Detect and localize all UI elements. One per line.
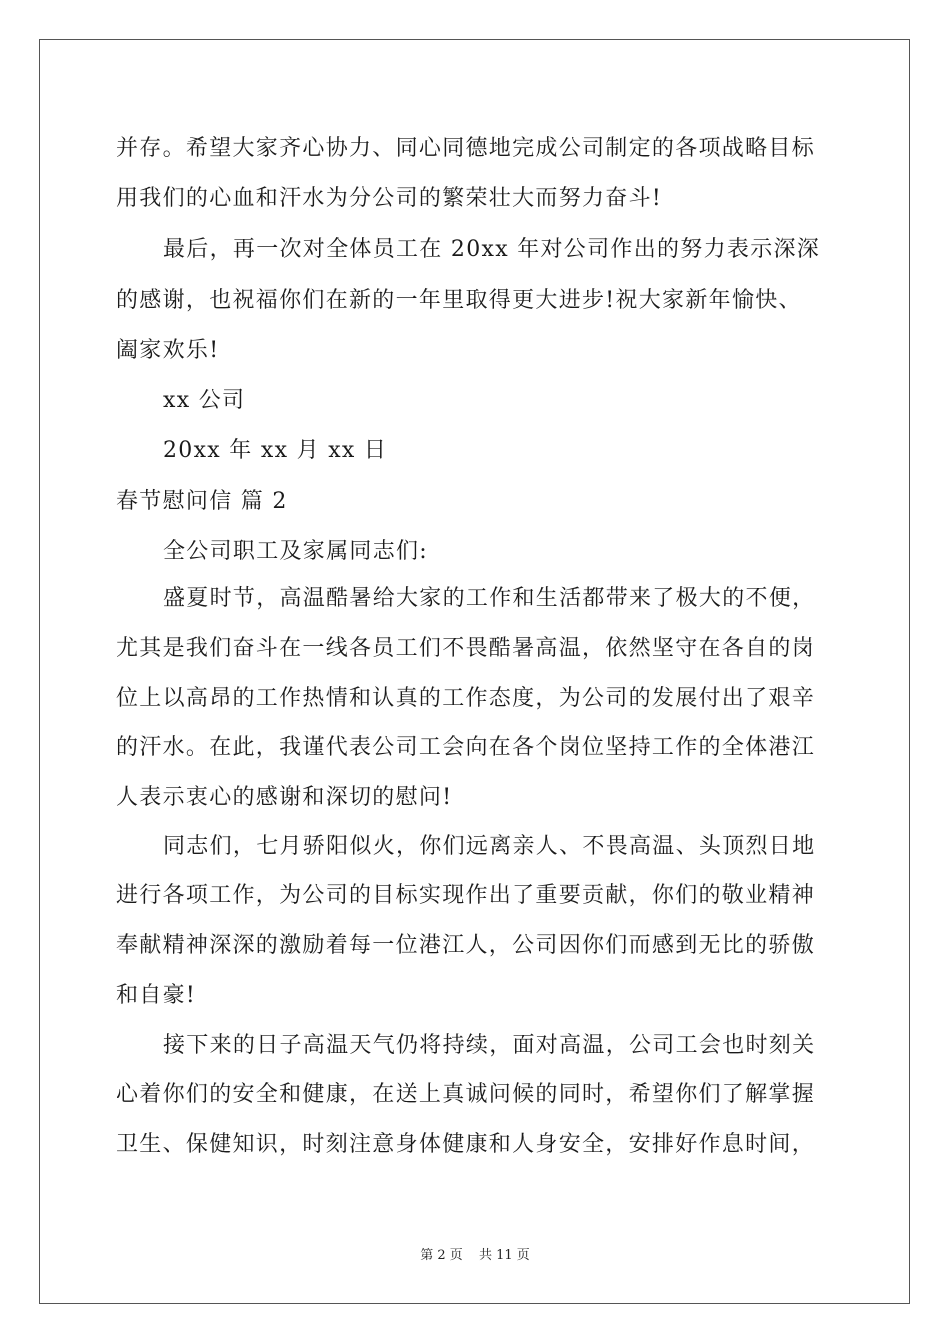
text-line: 尤其是我们奋斗在一线各员工们不畏酷暑高温，依然坚守在各自的岗 xyxy=(116,636,816,661)
text-line: 心着你们的安全和健康，在送上真诚问候的同时，希望你们了解掌握 xyxy=(116,1082,816,1107)
signature-date: 20xx 年 xx 月 xx 日 xyxy=(163,438,388,463)
text-line: 的汗水。在此，我谨代表公司工会向在各个岗位坚持工作的全体港江 xyxy=(116,735,816,760)
text-line: 用我们的心血和汗水为分公司的繁荣壮大而努力奋斗! xyxy=(116,186,663,211)
text-line: 阖家欢乐! xyxy=(116,338,220,363)
page-footer xyxy=(0,1247,950,1265)
signature-company: xx 公司 xyxy=(163,388,246,413)
section-heading: 春节慰问信 篇 2 xyxy=(116,489,288,514)
page-count: 共 11 页 xyxy=(478,1248,530,1263)
text-line: 并存。希望大家齐心协力、同心同德地完成公司制定的各项战略目标 xyxy=(116,136,816,161)
paragraph-start: 最后，再一次对全体员工在 20xx 年对公司作出的努力表示深深 xyxy=(163,237,821,262)
salutation: 全公司职工及家属同志们: xyxy=(163,539,429,564)
text-line: 的感谢，也祝福你们在新的一年里取得更大进步!祝大家新年愉快、 xyxy=(116,288,802,313)
paragraph-start: 同志们，七月骄阳似火，你们远离亲人、不畏高温、头顶烈日地 xyxy=(163,834,816,859)
text-line: 卫生、保健知识，时刻注意身体健康和人身安全，安排好作息时间， xyxy=(116,1132,816,1157)
paragraph-start: 接下来的日子高温天气仍将持续，面对高温，公司工会也时刻关 xyxy=(163,1033,816,1058)
text-line: 进行各项工作，为公司的目标实现作出了重要贡献，你们的敬业精神 xyxy=(116,883,816,908)
page-number: 第 2 页 xyxy=(420,1248,463,1263)
page-border xyxy=(39,39,910,1304)
text-line: 奉献精神深深的激励着每一位港江人，公司因你们而感到无比的骄傲 xyxy=(116,933,816,958)
text-line: 位上以高昂的工作热情和认真的工作态度，为公司的发展付出了艰辛 xyxy=(116,686,816,711)
text-line: 和自豪! xyxy=(116,983,197,1008)
paragraph-start: 盛夏时节，高温酷暑给大家的工作和生活都带来了极大的不便， xyxy=(163,586,816,611)
text-line: 人表示衷心的感谢和深切的慰问! xyxy=(116,785,453,810)
